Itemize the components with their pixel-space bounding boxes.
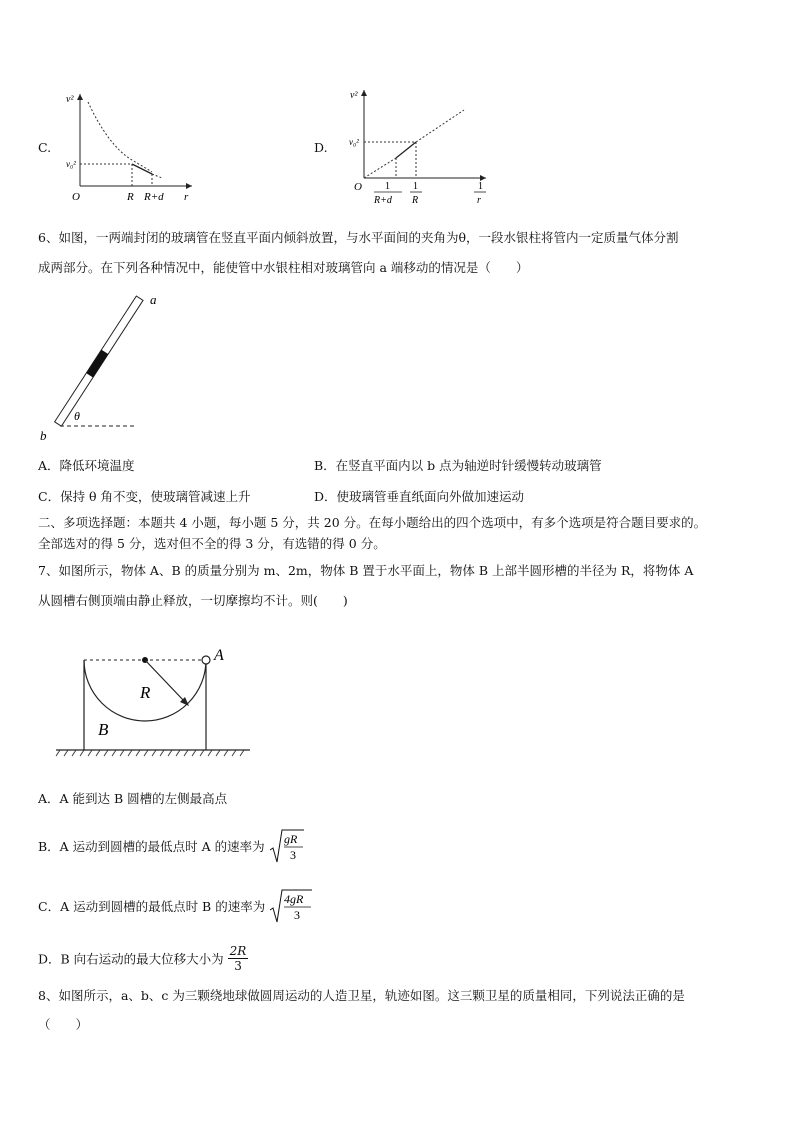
graph-d-origin: O: [354, 181, 362, 193]
q6-stem-line1: 6、如图，一两端封闭的玻璃管在竖直平面内倾斜放置，与水平面间的夹角为θ，一段水银柱将管内一定质量气体分割: [38, 230, 679, 245]
graph-d-x-den: r: [477, 195, 481, 206]
graph-c-x-label: r: [184, 191, 189, 203]
q7-option-b-text: B．A 运动到圆槽的最低点时 A 的速率为: [38, 839, 265, 854]
graph-c: [60, 88, 200, 206]
q7-option-b-formula: [269, 828, 305, 864]
q6-stem-line2: 成两部分。在下列各种情况中，能使管中水银柱相对玻璃管向 a 端移动的情况是（ ）: [38, 260, 529, 275]
q7-option-b-num: gR: [283, 832, 297, 846]
q8-stem-line2: （ ）: [38, 1017, 89, 1032]
q7-label-B: B: [98, 720, 109, 739]
graph-c-y-label: v²: [66, 94, 74, 105]
graph-c-tick-rd: R+d: [144, 191, 164, 203]
q7-option-d-den: 3: [234, 959, 242, 973]
section2-line1: 二、多项选择题：本题共 4 小题，每小题 5 分，共 20 分。在每小题给出的四个选项中，有多个选项是符合题目要求的。: [38, 515, 707, 530]
q7-stem-line1: 7、如图所示，物体 A、B 的质量分别为 m、2m，物体 B 置于水平面上，物体 B 上部半圆形槽的半径为 R，将物体 A: [38, 563, 694, 578]
q7-stem-line2: 从圆槽右侧顶端由静止释放，一切摩擦均不计。则( ): [38, 593, 348, 608]
q7-option-d: [38, 944, 248, 973]
graph-d-option-label: D.: [314, 140, 328, 155]
q7-option-b: [38, 828, 305, 864]
graph-d-tick1-den: R+d: [374, 195, 392, 206]
q6-label-a: a: [150, 292, 157, 307]
graph-c-v0-label: v₀²: [66, 159, 76, 169]
q7-option-a: A．A 能到达 B 圆槽的左侧最高点: [38, 791, 228, 806]
graph-c-option-label: C.: [38, 140, 52, 155]
q7-option-d-text: D．B 向右运动的最大位移大小为: [38, 951, 224, 967]
q6-tube-figure: [36, 290, 176, 446]
graph-d-v0-label: v₀²: [349, 137, 359, 147]
q6-option-b: B．在竖直平面内以 b 点为轴逆时针缓慢转动玻璃管: [314, 458, 602, 473]
q7-groove-figure: [52, 640, 256, 760]
graph-d-tick1-num: 1: [385, 181, 390, 192]
section2-line2: 全部选对的得 5 分，选对但不全的得 3 分，有选错的得 0 分。: [38, 536, 386, 551]
graph-d-tick2-den: R: [412, 195, 419, 206]
q6-option-c: C．保持 θ 角不变，使玻璃管减速上升: [38, 489, 251, 504]
graph-c-origin: O: [72, 191, 80, 203]
q7-option-c-den: 3: [294, 908, 301, 922]
q6-option-d: D．使玻璃管垂直纸面向外做加速运动: [314, 489, 525, 504]
q6-option-a: A．降低环境温度: [38, 458, 135, 473]
q7-option-c-num: 4gR: [284, 892, 304, 906]
graph-d: [340, 86, 500, 210]
graph-d-y-label: v²: [350, 90, 358, 101]
graph-d-tick2-num: 1: [413, 181, 418, 192]
graph-c-tick-r: R: [127, 191, 134, 203]
q7-option-b-den: 3: [289, 848, 296, 862]
q7-option-c: [38, 888, 313, 924]
q7-option-c-text: C．A 运动到圆槽的最低点时 B 的速率为: [38, 899, 266, 914]
q7-label-R: R: [140, 683, 151, 702]
q7-option-c-formula: [269, 888, 313, 924]
q8-stem-line1: 8、如图所示，a、b、c 为三颗绕地球做圆周运动的人造卫星，轨迹如图。这三颗卫星的质量相同，下列说法正确的是: [38, 988, 685, 1003]
q7-label-A: A: [214, 647, 224, 664]
q7-option-d-num: 2R: [229, 944, 247, 958]
graph-d-x-num: 1: [478, 181, 483, 192]
q6-label-theta: θ: [74, 409, 80, 423]
q7-option-d-fraction: [228, 944, 249, 973]
q6-label-b: b: [40, 428, 47, 443]
